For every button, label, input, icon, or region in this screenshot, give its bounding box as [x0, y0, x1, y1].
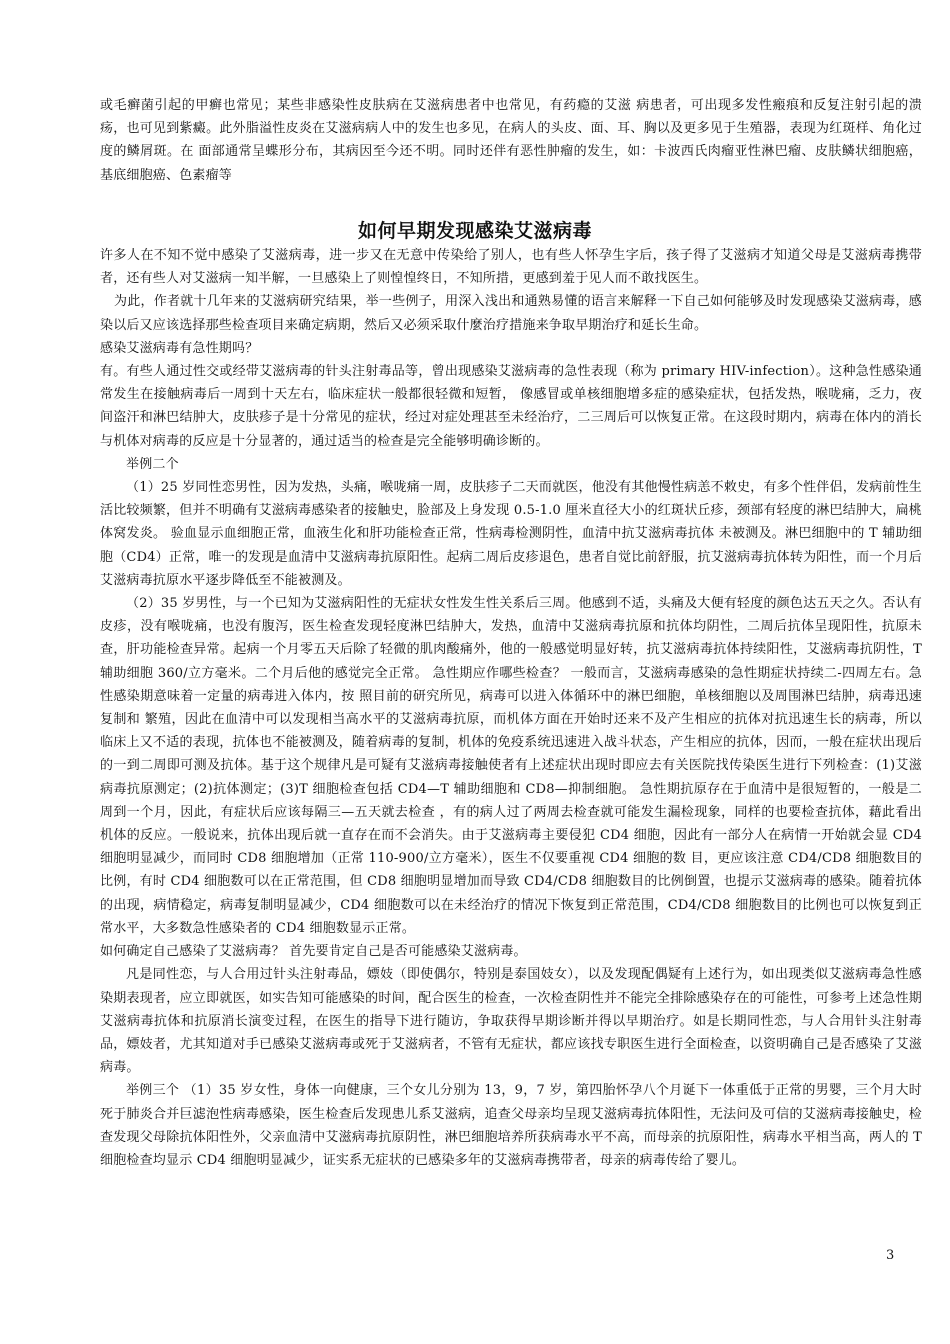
question-acute-phase: 感染艾滋病毒有急性期吗？	[100, 340, 259, 356]
section-title: 如何早期发现感染艾滋病毒	[357, 220, 592, 242]
paragraph-purpose: 为此，作者就十几年来的艾滋病研究结果，举一些例子，用深入浅出和通熟易懂的语言来解释一下自己如何能够及时发现感染艾滋病毒，感染以后又应该选择那些检查项目来确定病期，然后又必须采取什麼治疗措施来争取早期治疗和延长生命。	[100, 294, 922, 333]
example-three-case-1: 举例三个 （1）35 岁女性，身体一向健康，三个女儿分别为 13，9，7 岁，第四胎怀孕八个月诞下一体重低于正常的男婴，三个月大时死于肺炎合并巨滤泡性病毒感染，医生检查后发现患儿系艾滋病，追查父母亲均呈现艾滋病毒抗体阳性，无法问及可信的艾滋病毒接触史，检查发现父母除抗体阳性外，父亲血清中艾滋病毒抗原阴性，淋巴细胞培养所获病毒水平不高，而母亲的抗原阳性，病毒水平相当高，两人的 T 细胞检查均显示 CD4 细胞明显减少，证实系无症状的已感染多年的艾滋病毒携带者，母亲的病毒传给了婴儿。	[100, 1083, 922, 1168]
body-text	[100, 244, 922, 1172]
intro-block	[100, 94, 922, 187]
page-number: 3	[886, 1248, 895, 1263]
example-case-1: （1）25 岁同性恋男性，因为发热，头痛，喉咙痛一周，皮肤疹子二天而就医，他没有其他慢性病恙不敕史，有多个性伴侣，发病前性生活比较频繁，但并不明确有艾滋病毒感染者的接触史，脸部及上身发现 0.5-1.0 厘米直径大小的红斑状丘疹，颈部有轻度的淋巴结肿大，扁桃体窝发炎。 验血显示血细胞正常，血液生化和肝功能检查正常，性病毒检测阴性，血清中抗艾滋病毒抗体 未被测及。淋巴细胞中的 T 辅助细胞（CD4）正常，唯一的发现是血清中艾滋病毒抗原阳性。起病二周后皮疹退色，患者自觉比前舒服，抗艾滋病毒抗体转为阳性，而一个月后艾滋病毒抗原水平逐步降低至不能被测及。	[100, 480, 922, 588]
paragraph-intro: 许多人在不知不觉中感染了艾滋病毒，进一步又在无意中传染给了别人，也有些人怀孕生字后，孩子得了艾滋病才知道父母是艾滋病毒携带者，还有些人对艾滋病一知半解，一旦感染上了则惶惶终日，不知所措，更感到羞于见人而不敢找医生。	[100, 248, 922, 287]
paragraph-risk-groups: 凡是同性恋，与人合用过针头注射毒品，嫖妓（即使偶尔，特别是泰国妓女），以及发现配偶疑有上述行为，如出现类似艾滋病毒急性感染期表现者，应立即就医，如实告知可能感染的时间，配合医生的检查，一次检查阴性并不能完全排除感染存在的可能性，可参考上述急性期艾滋病毒抗体和抗原消长演变过程，在医生的指导下进行随访，争取获得早期诊断并得以早期治疗。如是长期同性恋，与人合用针头注射毒品，嫖妓者，尤其知道对手已感染艾滋病毒或死于艾滋病者，不管有无症状，都应该找专职医生进行全面检查，以资明确自己是否感染了艾滋病毒。	[100, 967, 922, 1076]
example-heading-two: 举例二个	[126, 456, 179, 472]
question-confirm-infection: 如何确定自己感染了艾滋病毒？ 首先要肯定自己是否可能感染艾滋病毒。	[100, 944, 527, 960]
example-case-2: （2）35 岁男性，与一个已知为艾滋病阳性的无症状女性发生性关系后三周。他感到不适，头痛及大便有轻度的颜色达五天之久。否认有皮疹，没有喉咙痛，也没有腹泻，医生检查发现轻度淋巴结肿大，发热，血清中艾滋病毒抗原和抗体均阴性，二周后抗体呈现阳性，抗原未查，肝功能检查异常。起病一个月零五天后除了轻微的肌肉酸痛外，他的一般感觉明显好转，抗艾滋病毒抗体持续阳性，艾滋病毒抗阴性，T 辅助细胞 360/立方毫米。二个月后他的感觉完全正常。 急性期应作哪些检查？ 一般而言，艾滋病毒感染的急性期症状持续二-四周左右。急性感染期意味着一定量的病毒进入体内，按 照目前的研究所见，病毒可以进入体循环中的淋巴细胞，单核细胞以及周围淋巴结肿，病毒迅速复制和 繁殖，因此在血清中可以发现相当高水平的艾滋病毒抗原，而机体方面在开始时还来不及产生相应的抗体对抗迅速生长的病毒，所以临床上又不适的表现，抗体也不能被测及，随着病毒的复制，机体的免疫系统迅速进入战斗状态，产生相应的抗体，因而，一般在症状出现后的一到二周即可测及抗体。基于这个规律凡是可疑有艾滋病毒接触使者有上述症状出现时即应去有关医院找传染医生进行下列检查：(1)艾滋病毒抗原测定；(2)抗体测定；(3)T 细胞检查包括 CD4—T 辅助细胞和 CD8—抑制细胞。 急性期抗原存在于血清中是很短暂的，一般是二周到一个月，因此，有症状后应该每隔三—五天就去检查 ，有的病人过了两周去检查就可能发生漏检现象，同样的也要检查抗体，藉此看出机体的反应。一般说来，抗体出现后就一直存在而不会消失。由于艾滋病毒主要侵犯 CD4 细胞，因此有一部分人在病情一开始就会显 CD4 细胞明显减少，而同时 CD8 细胞增加（正常 110-900/立方毫米），医生不仅要重视 CD4 细胞的数 目，更应该注意 CD4/CD8 细胞数目的比例，有时 CD4 细胞数可以在正常范围，但 CD8 细胞明显增加而导致 CD4/CD8 细胞数目的比例倒置，也提示艾滋病毒的感染。随着抗体的出现，病情稳定，病毒复制明显减少，CD4 细胞数可以在未经治疗的情况下恢复到正常范围，CD4/CD8 细胞数目的比例也可以恢复到正常水平，大多数急性感染者的 CD4 细胞数显示正常。	[100, 596, 922, 936]
paragraph-acute-answer: 有。有些人通过性交或经带艾滋病毒的针头注射毒品等，曾出现感染艾滋病毒的急性表现（称为 primary HIV-infection）。这种急性感染通常发生在接触病毒后一周到十天左右，临床症状一般都很轻微和短暂， 像感冒或单核细胞增多症的感染症状，包括发热，喉咙痛，乏力，夜间盗汗和淋巴结肿大，皮肤疹子是十分常见的症状，经过对症处理甚至未经治疗，二三周后可以恢复正常。在这段时期内，病毒在体内的消长与机体对病毒的反应是十分显著的，通过适当的检查是完全能够明确诊断的。	[100, 364, 922, 449]
intro-paragraph: 或毛癣菌引起的甲癣也常见；某些非感染性皮肤病在艾滋病患者中也常见，有药瘾的艾滋 病患者，可出现多发性瘢痕和反复注射引起的溃疡，也可见到紫癜。此外脂溢性皮炎在艾滋病病人中的发生也多见，在病人的头皮、面、耳、胸以及更多见于生殖器，表现为红斑样、角化过度的鳞屑斑。在 面部通常呈蝶形分布，其病因至今还不明。同时还伴有恶性肿瘤的发生，如：卡波西氏肉瘤亚性淋巴瘤、皮肤鳞状细胞癌，基底细胞癌、色素瘤等	[100, 98, 922, 183]
